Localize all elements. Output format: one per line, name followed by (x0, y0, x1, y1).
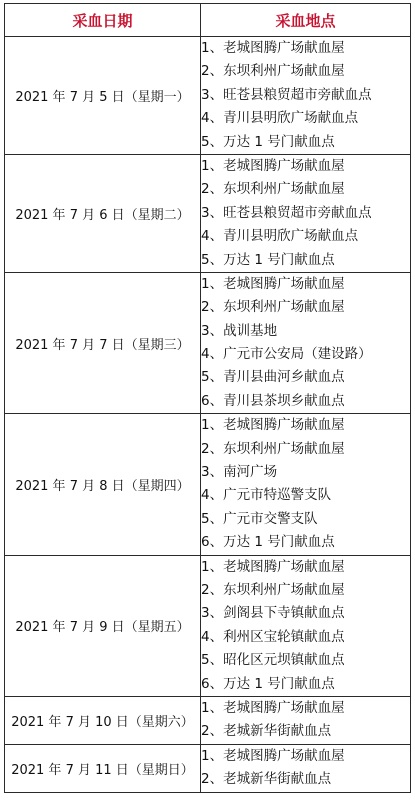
table-row (5, 555, 411, 696)
location-item: 2、老城新华街献血点 (201, 771, 332, 788)
location-item: 5、广元市交警支队 (201, 510, 318, 527)
blood-collection-schedule-table (4, 3, 411, 793)
location-item: 1、老城图腾广场献血屋 (201, 275, 345, 292)
location-item: 3、剑阁县下寺镇献血点 (201, 605, 345, 622)
location-cell (201, 37, 411, 155)
location-item: 5、万达 1 号门献血点 (201, 133, 335, 150)
date-cell: 2021 年 7 月 5 日（星期一） (5, 37, 201, 155)
location-item: 2、东坝利州广场献血屋 (201, 63, 345, 80)
location-item: 1、老城图腾广场献血屋 (201, 417, 345, 434)
table-row (5, 696, 411, 744)
table-row (5, 744, 411, 792)
location-item: 1、老城图腾广场献血屋 (201, 558, 345, 575)
location-item: 6、万达 1 号门献血点 (201, 675, 335, 692)
location-item: 2、东坝利州广场献血屋 (201, 299, 345, 316)
table-row (5, 37, 411, 155)
location-cell (201, 696, 411, 744)
location-item: 2、东坝利州广场献血屋 (201, 440, 345, 457)
date-cell: 2021 年 7 月 8 日（星期四） (5, 414, 201, 555)
location-item: 3、旺苍县粮贸超市旁献血点 (201, 204, 372, 221)
location-item: 4、利州区宝轮镇献血点 (201, 628, 345, 645)
location-cell (201, 555, 411, 696)
location-item: 4、广元市公安局（建设路） (201, 346, 372, 363)
location-cell (201, 744, 411, 792)
location-cell (201, 154, 411, 272)
location-item: 5、昭化区元坝镇献血点 (201, 652, 345, 669)
location-item: 2、东坝利州广场献血屋 (201, 581, 345, 598)
location-item: 6、万达 1 号门献血点 (201, 534, 335, 551)
table-header-row (5, 4, 411, 37)
date-cell: 2021 年 7 月 10 日（星期六） (5, 696, 201, 744)
location-item: 3、南河广场 (201, 464, 278, 481)
date-cell: 2021 年 7 月 6 日（星期二） (5, 154, 201, 272)
location-item: 1、老城图腾广场献血屋 (201, 747, 345, 764)
location-item: 5、青川县曲河乡献血点 (201, 369, 345, 386)
location-item: 4、广元市特巡警支队 (201, 487, 332, 504)
location-item: 5、万达 1 号门献血点 (201, 251, 335, 268)
date-column-header: 采血日期 (5, 4, 201, 37)
table-row (5, 414, 411, 555)
date-cell: 2021 年 7 月 7 日（星期三） (5, 272, 201, 413)
location-cell (201, 414, 411, 555)
date-cell: 2021 年 7 月 9 日（星期五） (5, 555, 201, 696)
location-item: 4、青川县明欣广场献血点 (201, 110, 359, 127)
schedule-body (5, 37, 411, 793)
location-item: 2、东坝利州广场献血屋 (201, 181, 345, 198)
location-item: 3、旺苍县粮贸超市旁献血点 (201, 86, 372, 103)
location-item: 3、战训基地 (201, 322, 278, 339)
location-item: 1、老城图腾广场献血屋 (201, 157, 345, 174)
table-row (5, 272, 411, 413)
location-item: 2、老城新华街献血点 (201, 723, 332, 740)
table-row (5, 154, 411, 272)
location-item: 1、老城图腾广场献血屋 (201, 40, 345, 56)
location-item: 4、青川县明欣广场献血点 (201, 228, 359, 245)
location-item: 1、老城图腾广场献血屋 (201, 699, 345, 716)
location-column-header: 采血地点 (201, 4, 411, 37)
location-item: 6、青川县茶坝乡献血点 (201, 392, 345, 409)
location-cell (201, 272, 411, 413)
date-cell: 2021 年 7 月 11 日（星期日） (5, 744, 201, 792)
